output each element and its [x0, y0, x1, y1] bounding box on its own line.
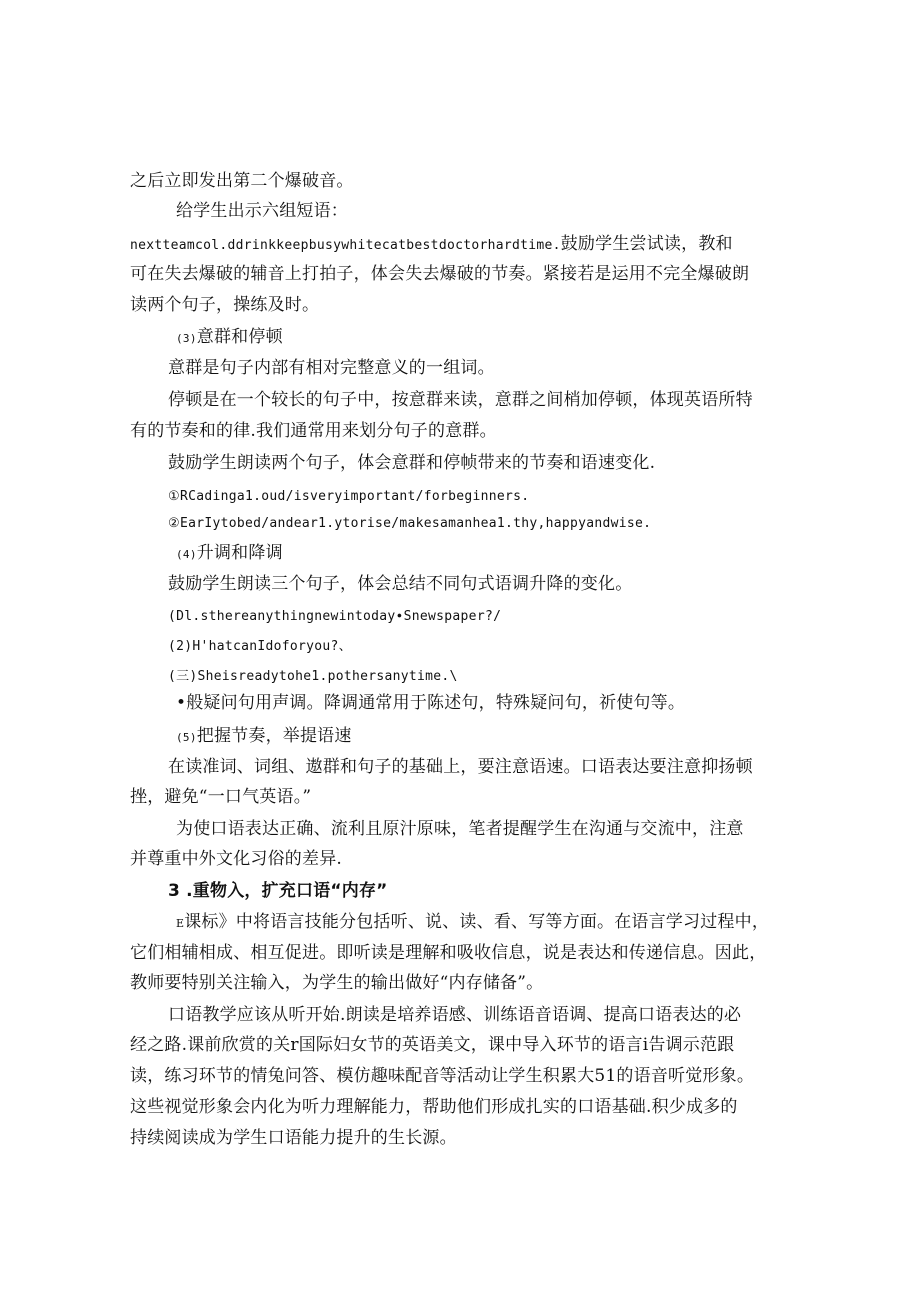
section-heading-3 [176, 324, 283, 352]
paragraph-line: 它们相辅相成、相互促进。即听读是理解和吸收信息，说是表达和传递信息。因此， [130, 943, 767, 963]
paragraph-text: 鼓励学生尝试读，教和 [560, 234, 733, 254]
heading-number: (4) [176, 548, 197, 561]
paragraph-line [176, 909, 769, 937]
heading-number: (3) [176, 332, 197, 345]
heading-text: 升调和降调 [196, 543, 283, 563]
paragraph-line: 之后立即发出第二个爆破音。 [130, 171, 354, 191]
paragraph-line: 鼓励学生朗读两个句子，体会意群和停帧带来的节奏和语速变化. [168, 453, 656, 473]
paragraph-line: 经之路.课前欣赏的关r国际妇女节的英语美文，课中导入环节的语言i告调示范跟 [130, 1035, 735, 1055]
example-sentence: (Dl.sthereanythingnewintoday∙Snewspaper?/ [168, 609, 502, 624]
paragraph-line [130, 231, 733, 259]
example-sentence: ①RCadinga1.oud/isveryimportant/forbeginners. [168, 489, 530, 504]
paragraph-line: 挫，避免“一口气英语。” [130, 787, 312, 807]
paragraph-line: 停顿是在一个较长的句子中，按意群来读，意群之间梢加停顿，体现英语所特 [168, 390, 753, 410]
paragraph-line: 持续阅读成为学生口语能力提升的生长源。 [130, 1128, 457, 1148]
paragraph-prefix: E [176, 917, 185, 930]
paragraph-line: 在读准词、词组、遨群和句子的基础上，要注意语速。口语表达要注意抑扬顿 [168, 757, 753, 777]
paragraph-line: •般疑问句用声调。降调通常用于陈述句，特殊疑问句，祈使句等。 [176, 693, 686, 713]
example-sentence: ②EarIytobed/andear1.ytorise/makesamanhea1.thy,happyandwise. [168, 516, 652, 531]
paragraph-line: 为使口语表达正确、流利且原汁原味，笔者提醒学生在沟通与交流中，注意 [176, 819, 744, 839]
paragraph-text: 课标》中将语言技能分包括听、说、读、看、写等方面。在语言学习过程中， [184, 912, 770, 932]
paragraph-line: 口语教学应该从听开始.朗读是培养语感、训练语音语调、提高口语表达的必 [168, 1005, 742, 1025]
heading-text: 把握节奏，举提语速 [196, 726, 352, 746]
paragraph-line: 意群是句子内部有相对完整意义的一组词。 [168, 358, 495, 378]
paragraph-line: 读，练习环节的情兔问答、模仿趣味配音等活动让学生积累大51的语音听觉形象。 [130, 1066, 755, 1086]
paragraph-line: 鼓励学生朗读三个句子，体会总结不同句式语调升降的变化。 [168, 574, 633, 594]
paragraph-line: 并尊重中外文化习俗的差异. [130, 849, 343, 869]
example-sentence: (三)Sheisreadytohe1.pothersanytime.\ [168, 669, 458, 684]
section-heading-4 [176, 540, 283, 568]
paragraph-line: 有的节奏和的律.我们通常用来划分句子的意群。 [130, 421, 497, 441]
heading-number: (5) [176, 731, 197, 744]
phrase-list: nextteamcol.ddrinkkeepbusywhitecatbestdoctorhardtime. [130, 238, 561, 253]
example-sentence: (2)H'hatcanIdoforyou?、 [168, 639, 352, 654]
section-heading-main-3: 3 .重物入，扩充口语“内存” [168, 881, 388, 901]
heading-text: 意群和停顿 [196, 327, 283, 347]
section-heading-5 [176, 723, 352, 751]
paragraph-line: 读两个句子，操练及时。 [130, 295, 320, 315]
paragraph-line: 这些视觉形象会内化为听力理解能力，帮助他们形成扎实的口语基础.积少成多的 [130, 1097, 738, 1117]
paragraph-line: 可在失去爆破的辅音上打拍子，体会失去爆破的节奏。紧接若是运用不完全爆破朗 [130, 264, 750, 284]
paragraph-line: 教师要特别关注输入，为学生的输出做好“内存储备”。 [130, 973, 544, 993]
paragraph-line: 给学生出示六组短语： [176, 201, 348, 221]
